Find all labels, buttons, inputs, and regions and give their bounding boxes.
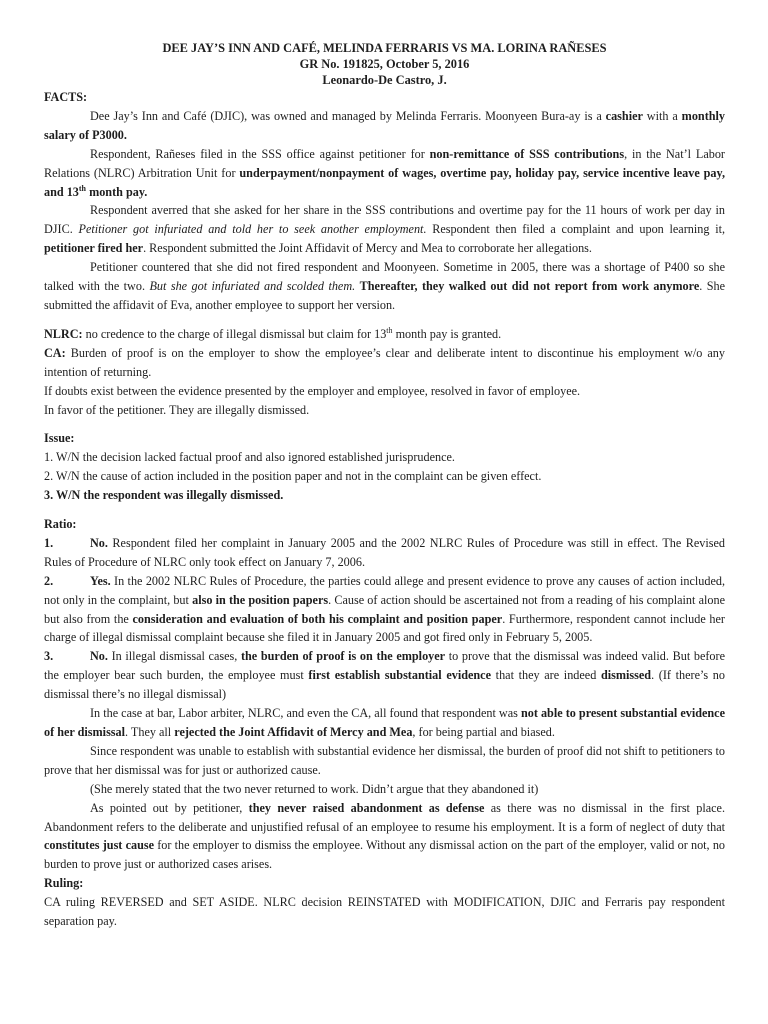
- ratio-paragraph-note: (She merely stated that the two never returned to work. Didn’t argue that they abandoned it): [90, 781, 539, 796]
- facts-paragraph-4: Petitioner countered that she did not fired respondent and Moonyeen. Sometime in 2005, there was a shortage of P400 so she talked with the two. But she got infuriated and scolded them. Thereafter, they walked out did not report from work anymore. She submitted the affidavit of Eva, another employee to support her version.: [44, 260, 726, 312]
- ratio-item-3: 3. No. In illegal dismissal cases, the burden of proof is on the employer to prove that the dismissal was indeed valid. But before the employer bear such burden, the employee must first establish substantial evidence that they are indeed dismissed. (If there’s no dismissal there’s no illegal dismissal): [44, 649, 725, 702]
- ratio-item-1: 1. No. Respondent filed her complaint in January 2005 and the 2002 NLRC Rules of Procedure was still in effect. The Revised Rules of Procedure of NLRC only took effect on January 7, 2006.: [44, 535, 725, 569]
- facts-paragraph-2: Respondent, Rañeses filed in the SSS office against petitioner for non-remittance of SSS contributions, in the Nat’l Labor Relations (NLRC) Arbitration Unit for underpayment/nonpayment of wages, overtime pay, holiday pay, service incentive leave pay, and 13th month pay.: [44, 146, 725, 199]
- case-ponente: Leonardo-De Castro, J.: [322, 73, 447, 87]
- nlrc-ruling: NLRC: no credence to the charge of illegal dismissal but claim for 13th month pay is granted.: [44, 325, 502, 341]
- lower-rulings-section: [44, 325, 725, 420]
- issue-item-3: 3. W/N the respondent was illegally dismissed.: [44, 488, 284, 503]
- doubts-rule: If doubts exist between the evidence presented by the employer and employee, resolved in favor of employee.: [44, 383, 581, 398]
- case-title: DEE JAY’S INN AND CAFÉ, MELINDA FERRARIS VS MA. LORINA RAÑESES: [162, 41, 607, 55]
- ratio-paragraph-case-at-bar: In the case at bar, Labor arbiter, NLRC, and even the CA, all found that respondent was not able to present substantial evidence of her dismissal. They all rejected the Joint Affidavit of Mercy and Mea, for being partial and biased.: [44, 706, 725, 739]
- ca-ruling: CA: Burden of proof is on the employer to show the employee’s clear and deliberate intent to discontinue his employment w/o any intention of returning.: [44, 345, 725, 379]
- issue-item-2: 2. W/N the cause of action included in the position paper and not in the complaint can be given effect.: [44, 469, 542, 484]
- ratio-item-2: 2. Yes. In the 2002 NLRC Rules of Procedure, the parties could allege and present evidence to prove any causes of action included, not only in the complaint, but also in the position papers. Cause of action should be ascertained not from a reading of his complaint alone but also from the consideration and evaluation of both his complaint and position paper. Furthermore, respondent cannot include her charge of illegal dismissal complaint because she filed it in January 2005 and got fired only in February 5, 2005.: [44, 573, 725, 645]
- ratio-heading: Ratio:: [44, 517, 77, 532]
- case-gr-number: GR No. 191825, October 5, 2016: [299, 57, 470, 71]
- ruling-section: [44, 874, 725, 931]
- ratio-section: [44, 515, 725, 874]
- issue-section: [44, 429, 725, 505]
- ruling-text: CA ruling REVERSED and SET ASIDE. NLRC decision REINSTATED with MODIFICATION, DJIC and Ferraris pay respondent separation pay.: [44, 895, 725, 929]
- ratio-paragraph-burden: Since respondent was unable to establish with substantial evidence her dismissal, the burden of proof did not shift to petitioners to prove that her dismissal was for just or authorized cause.: [44, 743, 725, 777]
- facts-section: [44, 88, 725, 315]
- facts-heading: FACTS:: [44, 90, 88, 104]
- issue-heading: Issue:: [44, 431, 75, 446]
- facts-paragraph-3: Respondent averred that she asked for her share in the SSS contributions and overtime pay for the 11 hours of work per day in DJIC. Petitioner got infuriated and told her to seek another employment. Respondent then filed a complaint and upon learning it, petitioner fired her. Respondent submitted the Joint Affidavit of Mercy and Mea to corroborate her allegations.: [44, 203, 726, 256]
- ratio-paragraph-abandonment: As pointed out by petitioner, they never raised abandonment as defense as there was no dismissal in the first place. Abandonment refers to the deliberate and unjustified refusal of an employee to resume his employment. It is a form of neglect of duty that constitutes just cause for the employer to dismiss the employee. Without any dismissal action on the part of the employer, valid or not, no burden to prove just or authorized cases arises.: [44, 800, 726, 872]
- case-header: [44, 40, 725, 88]
- issue-item-1: 1. W/N the decision lacked factual proof and also ignored established jurisprudence.: [44, 450, 455, 465]
- ca-favor-statement: In favor of the petitioner. They are illegally dismissed.: [44, 402, 310, 417]
- facts-paragraph-1: Dee Jay’s Inn and Café (DJIC), was owned and managed by Melinda Ferraris. Moonyeen Bura-ay is a cashier with a monthly salary of P3000.: [44, 108, 726, 142]
- ruling-heading: Ruling:: [44, 876, 84, 891]
